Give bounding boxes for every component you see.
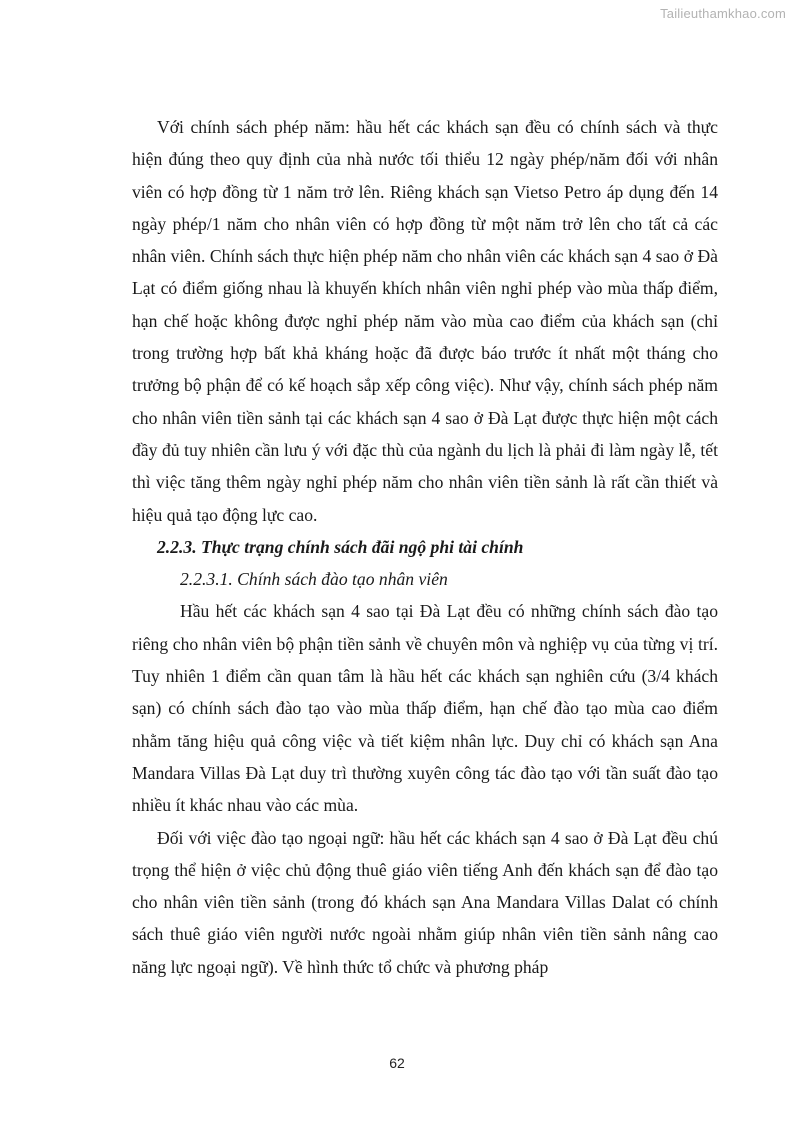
paragraph-language-training: Đối với việc đào tạo ngoại ngữ: hầu hết các khách sạn 4 sao ở Đà Lạt đều chú trọng thể hiện ở việc chủ động thuê giáo viên tiếng Anh đến khách sạn để đào tạo cho nhân viên tiền sảnh (trong đó khách sạn Ana Mandara Villas Dalat có chính sách thuê giáo viên người nước ngoài nhằm giúp nhân viên tiền sảnh nâng cao năng lực ngoại ngữ). Về hình thức tổ chức và phương pháp — [132, 827, 718, 977]
watermark: Tailieuthamkhao.com — [660, 6, 786, 21]
section-heading: 2.2.3. Thực trạng chính sách đãi ngộ phi tài chính — [157, 536, 524, 557]
document-body — [132, 111, 718, 983]
paragraph-training: Hầu hết các khách sạn 4 sao tại Đà Lạt đều có những chính sách đào tạo riêng cho nhân viên bộ phận tiền sảnh về chuyên môn và nghiệp vụ của từng vị trí. Tuy nhiên 1 điểm cần quan tâm là hầu hết các khách sạn nghiên cứu (3/4 khách sạn) có chính sách đào tạo vào mùa thấp điểm, hạn chế đào tạo mùa cao điểm nhằm tăng hiệu quả công việc và tiết kiệm nhân lực. Duy chỉ có khách sạn Ana Mandara Villas Đà Lạt duy trì thường xuyên công tác đào tạo với tần suất đào tạo nhiều ít khác nhau vào các mùa. — [132, 601, 718, 816]
page-number: 62 — [389, 1055, 405, 1071]
paragraph-annual-leave: Với chính sách phép năm: hầu hết các khách sạn đều có chính sách và thực hiện đúng theo quy định của nhà nước tối thiểu 12 ngày phép/năm đối với nhân viên có hợp đồng từ 1 năm trở lên. Riêng khách sạn Vietso Petro áp dụng đến 14 ngày phép/1 năm cho nhân viên có hợp đồng từ một năm trở lên cho tất cả các nhân viên. Chính sách thực hiện phép năm cho nhân viên các khách sạn 4 sao ở Đà Lạt có điểm giống nhau là khuyến khích nhân viên nghỉ phép vào mùa thấp điểm, hạn chế hoặc không được nghỉ phép năm vào mùa cao điểm của khách sạn (chỉ trong trường hợp bất khả kháng hoặc đã được báo trước ít nhất một tháng cho trưởng bộ phận để có kế hoạch sắp xếp công việc). Như vậy, chính sách phép năm cho nhân viên tiền sảnh tại các khách sạn 4 sao ở Đà Lạt được thực hiện một cách đầy đủ tuy nhiên cần lưu ý với đặc thù của ngành du lịch là phải đi làm ngày lễ, tết thì việc tăng thêm ngày nghỉ phép năm cho nhân viên tiền sảnh là rất cần thiết và hiệu quả tạo động lực cao. — [132, 117, 718, 525]
subsection-heading: 2.2.3.1. Chính sách đào tạo nhân viên — [180, 569, 448, 590]
